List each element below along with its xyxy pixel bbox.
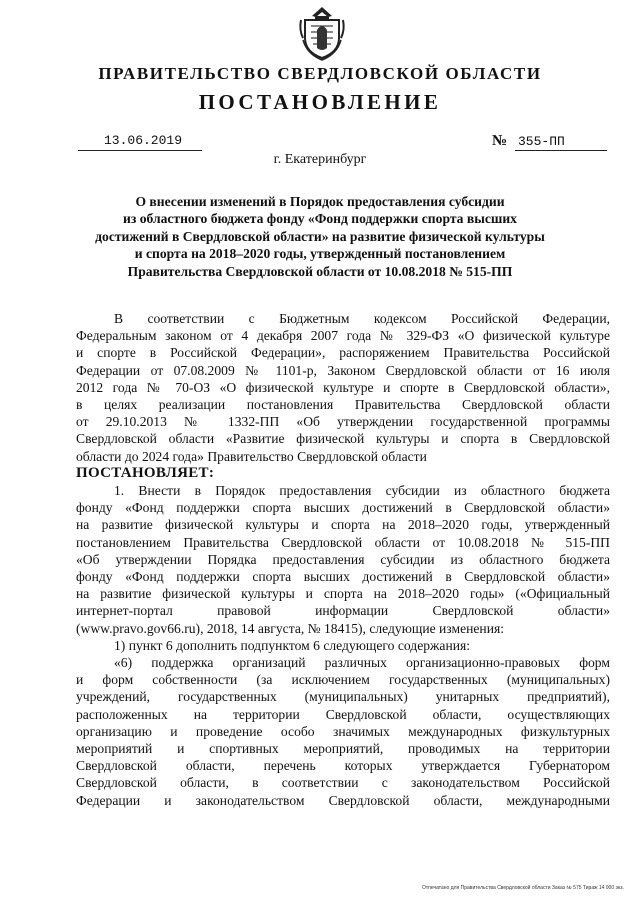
preamble-line: 2012 года № 70-ОЗ «О физической культуре и спорте в Свердловской области», [76,379,610,395]
quote-line: организацию и проведение особо значимых международных физкультурных [76,723,610,739]
decree-verb: ПОСТАНОВЛЯЕТ: [76,464,215,481]
government-title: ПРАВИТЕЛЬСТВО СВЕРДЛОВСКОЙ ОБЛАСТИ [98,64,542,83]
document-heading [90,193,550,280]
heading-line: и спорта на 2018–2020 годы, утвержденный постановлением [134,246,506,262]
coat-of-arms-icon [297,4,347,62]
heading-line: достижений в Свердловской области» на развитие физической культуры [95,228,545,244]
quote-line: расположенных на территории Свердловской области, осуществляющих [76,706,610,722]
city: г. Екатеринбург [273,152,367,167]
item-line: на развитие физической культуры и спорта на 2018–2020 годы, утвержденный [76,517,610,533]
quote-line: и форм собственности (за исключением государственных (муниципальных) [76,672,610,688]
item-line: на развитие физической культуры и спорта на 2018–2020 годы» («Официальный [76,586,610,602]
preamble-line: В соответствии с Бюджетным кодексом Российской Федерации, [114,311,610,326]
preamble-line: в целях реализации постановления Правительства Свердловской области [76,397,610,413]
quote-line: Свердловской области, в соответствии с законодательством Российской [76,775,610,791]
preamble-line: Свердловской области «Развитие физической культуры и спорта в Свердловской [76,431,610,447]
item-line: 1. Внести в Порядок предоставления субсидии из областного бюджета [114,483,610,499]
number-underline [515,150,607,151]
date-underline [78,150,202,151]
quote-line: мероприятий и спортивных мероприятий, проводимых на территории [76,741,610,757]
heading-line: О внесении изменений в Порядок предоставления субсидии [135,194,505,209]
number-sign: № [492,133,508,149]
quote-line: «6) поддержка организаций различных организационно-правовых форм [114,655,610,671]
document-number: 355-ПП [518,134,565,149]
subitem-line: 1) пункт 6 дополнить подпунктом 6 следующего содержания: [114,637,471,653]
item-line: (www.pravo.gov66.ru), 2018, 14 августа, № 18415), следующие изменения: [76,620,505,636]
print-footer-note: Отпечатано для Правительства Свердловской области Заказ № 575 Тираж 14 000 экз. [422,885,624,891]
item-line: фонду «Фонд поддержки спорта высших достижений в Свердловской области» [76,500,610,516]
preamble-line: от 29.10.2013 № 1332-ПП «Об утверждении государственной программы [76,414,610,430]
item-line: постановлением Правительства Свердловской области от 10.08.2018 № 515-ПП [76,534,610,550]
heading-line: Правительства Свердловской области от 10.08.2018 № 515-ПП [127,263,513,279]
item-line: «Об утверждении Порядка предоставления субсидии из областного бюджета [76,551,610,567]
document-date: 13.06.2019 [104,133,183,148]
quote-line: Свердловской области, перечень которых утверждается Губернатором [76,758,610,774]
item-line: интернет-портал правовой информации Свердловской области» [76,603,610,619]
item-line: фонду «Фонд поддержки спорта высших достижений в Свердловской области» [76,569,610,585]
document-body [76,310,610,809]
preamble-line: Федерации от 07.08.2009 № 1101-р, Законом Свердловской области от 16 июля [76,362,610,378]
preamble-line: области до 2024 года» Правительство Свердловской области [76,448,427,464]
quote-line: Федерации и законодательством Свердловской области, международными [76,792,610,808]
preamble-line: Федеральным законом от 4 декабря 2007 года № 329-ФЗ «О физической культуре [76,328,610,344]
preamble-line: и спорте в Российской Федерации», распоряжением Правительства Российской [76,345,610,361]
heading-line: из областного бюджета фонду «Фонд поддержки спорта высших [123,211,517,227]
document-type: ПОСТАНОВЛЕНИЕ [198,90,442,114]
quote-line: учреждений, государственных (муниципальных) унитарных предприятий), [76,689,610,705]
